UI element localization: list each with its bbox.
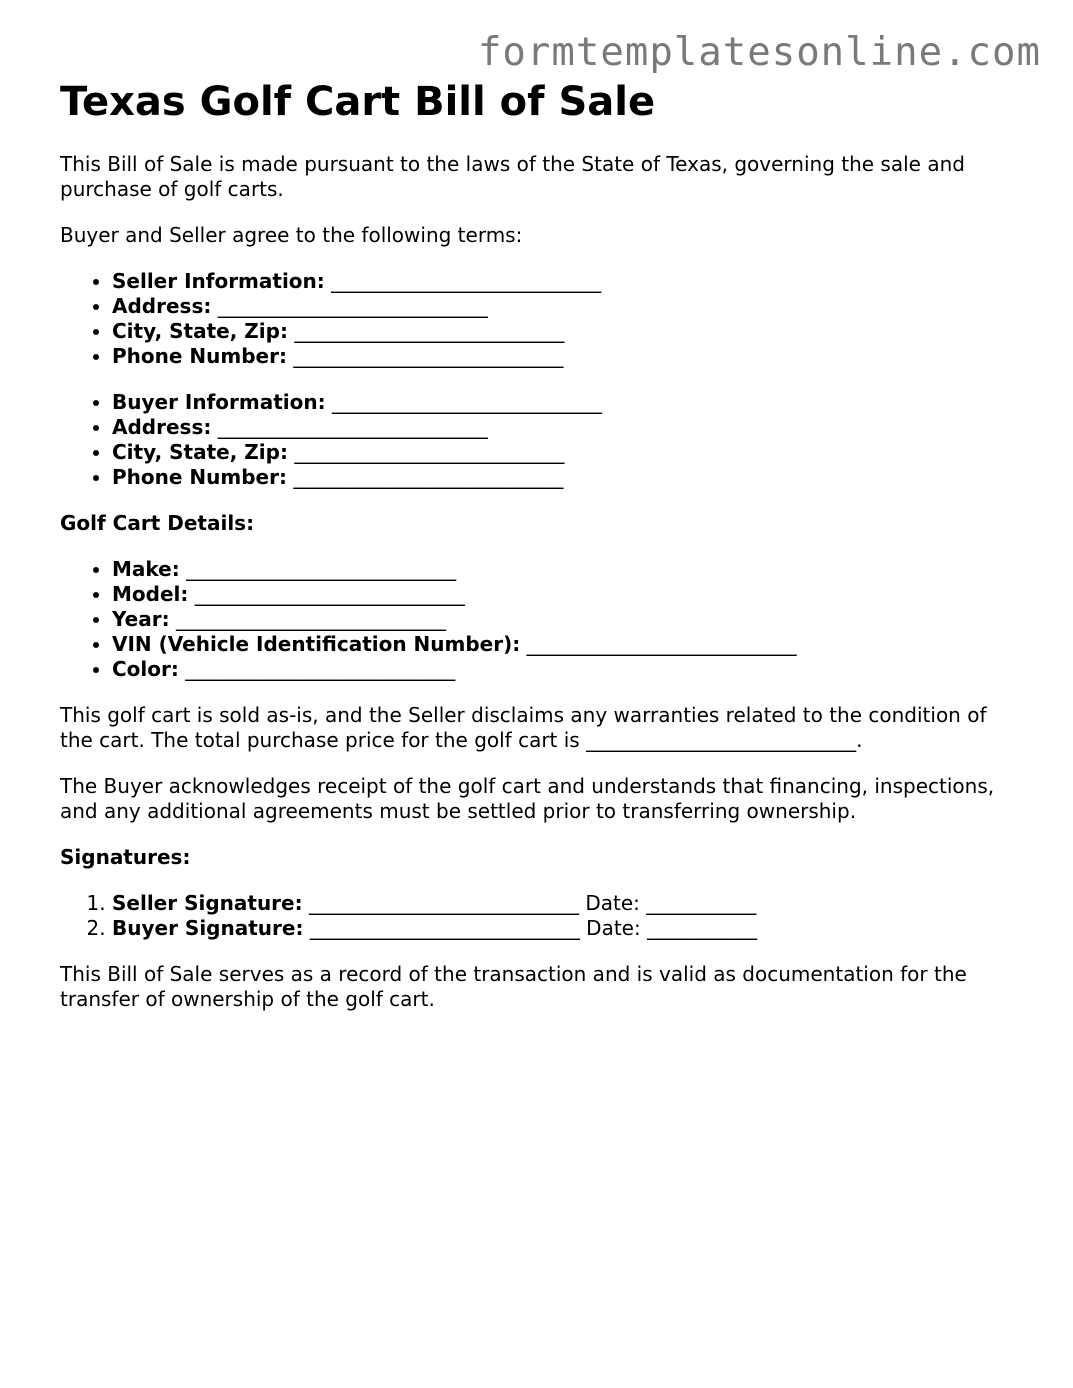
field-label: VIN (Vehicle Identification Number): — [112, 632, 521, 656]
blank-line[interactable]: ___________________________ — [217, 294, 488, 318]
signatures-list — [60, 891, 1020, 941]
buyer-phone-item — [112, 465, 1020, 490]
seller-signature-item — [112, 891, 1020, 916]
field-label: Address: — [112, 294, 212, 318]
blank-line[interactable]: ___________________________ — [293, 465, 564, 489]
field-label: Address: — [112, 415, 212, 439]
cart-model-item — [112, 582, 1020, 607]
blank-line[interactable]: ___________________________ — [194, 582, 465, 606]
intro-paragraph: This Bill of Sale is made pursuant to the laws of the State of Texas, governing the sale and purchase of golf carts. — [60, 152, 965, 201]
cart-details-list — [60, 557, 1020, 682]
field-label: Model: — [112, 582, 189, 606]
buyer-info-list — [60, 390, 1020, 490]
as-is-period: . — [856, 728, 863, 752]
document-page — [60, 76, 1020, 1033]
blank-line[interactable]: ___________________________ — [293, 344, 564, 368]
seller-city-item — [112, 319, 1020, 344]
field-label: City, State, Zip: — [112, 319, 288, 343]
field-label: Phone Number: — [112, 344, 287, 368]
terms-intro: Buyer and Seller agree to the following terms: — [60, 223, 523, 247]
closing-paragraph: This Bill of Sale serves as a record of the transaction and is valid as documentation for the transfer of ownership of the golf cart. — [60, 962, 967, 1011]
as-is-text: This golf cart is sold as-is, and the Seller disclaims any warranties related to the condition of the cart. The total purchase price for the golf cart is — [60, 703, 987, 752]
page-title: Texas Golf Cart Bill of Sale — [60, 79, 656, 125]
seller-phone-item — [112, 344, 1020, 369]
watermark: formtemplatesonline.com — [477, 30, 1041, 75]
field-label: Buyer Information: — [112, 390, 326, 414]
field-label: Seller Information: — [112, 269, 325, 293]
as-is-paragraph — [60, 703, 1020, 753]
blank-line[interactable]: ___________________________ — [294, 319, 565, 343]
field-label: Color: — [112, 657, 179, 681]
signatures-heading: Signatures: — [60, 845, 191, 869]
acknowledgement-paragraph: The Buyer acknowledges receipt of the golf cart and understands that financing, inspections, and any additional agreements must be settled prior to transferring ownership. — [60, 774, 995, 823]
seller-info-item — [112, 269, 1020, 294]
seller-address-item — [112, 294, 1020, 319]
blank-line[interactable]: ___________________________ — [175, 607, 446, 631]
price-blank-line[interactable]: ___________________________ — [586, 728, 857, 752]
field-label: Year: — [112, 607, 170, 631]
blank-line[interactable]: ___________________________ — [294, 440, 565, 464]
field-label: Phone Number: — [112, 465, 287, 489]
signature-blank-line[interactable]: ___________________________ — [309, 916, 580, 940]
seller-info-list — [60, 269, 1020, 369]
signature-label: Buyer Signature: — [112, 916, 304, 940]
field-label: Make: — [112, 557, 180, 581]
cart-vin-item — [112, 632, 1020, 657]
buyer-city-item — [112, 440, 1020, 465]
buyer-info-item — [112, 390, 1020, 415]
cart-make-item — [112, 557, 1020, 582]
buyer-address-item — [112, 415, 1020, 440]
blank-line[interactable]: ___________________________ — [217, 415, 488, 439]
blank-line[interactable]: ___________________________ — [331, 269, 602, 293]
buyer-signature-item — [112, 916, 1020, 941]
cart-color-item — [112, 657, 1020, 682]
signature-label: Seller Signature: — [112, 891, 303, 915]
date-blank-line[interactable]: ___________ — [646, 891, 757, 915]
date-label: Date: — [586, 916, 641, 940]
signature-blank-line[interactable]: ___________________________ — [308, 891, 579, 915]
field-label: City, State, Zip: — [112, 440, 288, 464]
date-blank-line[interactable]: ___________ — [647, 916, 758, 940]
cart-details-heading: Golf Cart Details: — [60, 511, 255, 535]
blank-line[interactable]: ___________________________ — [526, 632, 797, 656]
blank-line[interactable]: ___________________________ — [331, 390, 602, 414]
cart-year-item — [112, 607, 1020, 632]
blank-line[interactable]: ___________________________ — [185, 657, 456, 681]
date-label: Date: — [585, 891, 640, 915]
blank-line[interactable]: ___________________________ — [186, 557, 457, 581]
